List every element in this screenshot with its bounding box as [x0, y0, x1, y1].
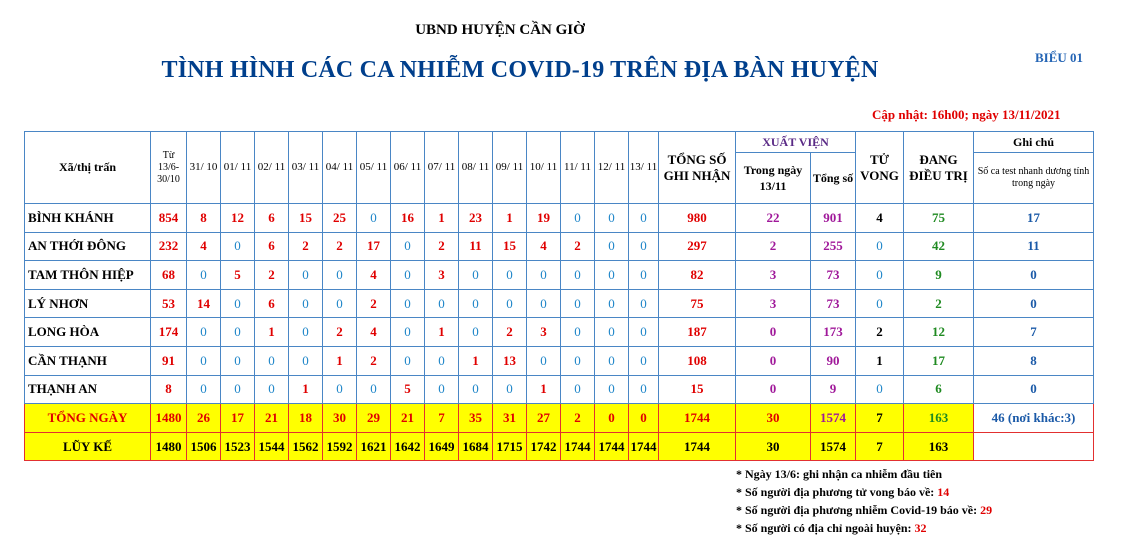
cumulative-day: 1621 [357, 433, 391, 461]
cases-day: 0 [493, 375, 527, 404]
cases-day: 12 [221, 204, 255, 233]
cases-day: 0 [595, 261, 629, 290]
covid-table [24, 131, 1094, 461]
area-name: LÝ NHƠN [25, 289, 151, 318]
total-day: 18 [289, 404, 323, 433]
update-timestamp: Cập nhật: 16h00; ngày 13/11/2021 [872, 107, 1061, 122]
cases-day: 2 [561, 232, 595, 261]
header-discharged: XUẤT VIỆN [736, 132, 856, 153]
discharged-total: 901 [811, 204, 856, 233]
cases-day: 0 [595, 346, 629, 375]
header-date: 03/ 11 [289, 132, 323, 204]
total-day: 21 [391, 404, 425, 433]
cumulative-day: 1744 [629, 433, 659, 461]
footnote: * Số người có địa chỉ ngoài huyện: 32 [736, 521, 927, 535]
cases-day: 1 [459, 346, 493, 375]
total-day: 21 [255, 404, 289, 433]
discharged-total: 173 [811, 318, 856, 347]
discharged-today: 0 [736, 346, 811, 375]
cases-total: 187 [659, 318, 736, 347]
cases-day: 2 [357, 289, 391, 318]
rapid-test-positive: 11 [974, 232, 1094, 261]
cases-day: 0 [187, 261, 221, 290]
header-date: 04/ 11 [323, 132, 357, 204]
deaths: 0 [856, 289, 904, 318]
discharged-today: 2 [736, 232, 811, 261]
cases-first-period: 68 [151, 261, 187, 290]
cases-day: 0 [459, 318, 493, 347]
cases-day: 0 [527, 346, 561, 375]
deaths: 4 [856, 204, 904, 233]
footnotes [736, 465, 992, 537]
header-date: 13/ 11 [629, 132, 659, 204]
total-day: 7 [425, 404, 459, 433]
cumulative-day: 1649 [425, 433, 459, 461]
footnote: * Ngày 13/6: ghi nhận ca nhiễm đầu tiên [736, 467, 943, 481]
cases-day: 5 [391, 375, 425, 404]
total-first-period: 1480 [151, 404, 187, 433]
treating: 12 [904, 318, 974, 347]
cases-day: 15 [289, 204, 323, 233]
cases-day: 0 [527, 261, 561, 290]
cases-day: 0 [595, 232, 629, 261]
cases-day: 0 [459, 375, 493, 404]
table-row [25, 289, 1094, 318]
cases-day: 0 [561, 346, 595, 375]
treating: 75 [904, 204, 974, 233]
header-note-sub: Số ca test nhanh dương tính trong ngày [974, 153, 1094, 204]
cases-day: 0 [493, 261, 527, 290]
cumulative-day: 1592 [323, 433, 357, 461]
total-discharged-today: 30 [736, 404, 811, 433]
cases-day: 3 [527, 318, 561, 347]
header-date: 12/ 11 [595, 132, 629, 204]
deaths: 0 [856, 232, 904, 261]
cases-first-period: 174 [151, 318, 187, 347]
discharged-today: 3 [736, 261, 811, 290]
header-treating: ĐANG ĐIỀU TRỊ [904, 132, 974, 204]
treating: 2 [904, 289, 974, 318]
cases-day: 1 [255, 318, 289, 347]
cases-day: 4 [527, 232, 561, 261]
cumulative-day: 1715 [493, 433, 527, 461]
cases-day: 2 [493, 318, 527, 347]
cases-day: 0 [289, 261, 323, 290]
cases-day: 0 [595, 318, 629, 347]
table-row [25, 261, 1094, 290]
treating: 9 [904, 261, 974, 290]
cases-day: 0 [493, 289, 527, 318]
header-discharged-today: Trong ngày 13/11 [736, 153, 811, 204]
cumulative-day: 1562 [289, 433, 323, 461]
area-name: THẠNH AN [25, 375, 151, 404]
cases-day: 1 [289, 375, 323, 404]
cases-day: 8 [187, 204, 221, 233]
total-day: 26 [187, 404, 221, 433]
cumulative-day: 1744 [561, 433, 595, 461]
cumulative-label: LŨY KẾ [25, 433, 151, 461]
discharged-total: 73 [811, 289, 856, 318]
cases-total: 82 [659, 261, 736, 290]
header-date: 11/ 11 [561, 132, 595, 204]
cases-day: 2 [323, 318, 357, 347]
table-row [25, 204, 1094, 233]
cumulative-day: 1642 [391, 433, 425, 461]
cases-total: 15 [659, 375, 736, 404]
cases-day: 0 [595, 204, 629, 233]
total-deaths: 7 [856, 404, 904, 433]
header-date: 01/ 11 [221, 132, 255, 204]
total-day: 0 [595, 404, 629, 433]
cases-day: 0 [221, 232, 255, 261]
cases-day: 0 [629, 289, 659, 318]
discharged-total: 9 [811, 375, 856, 404]
cases-day: 0 [595, 289, 629, 318]
cases-day: 0 [629, 375, 659, 404]
area-name: LONG HÒA [25, 318, 151, 347]
cases-day: 0 [629, 261, 659, 290]
cases-day: 1 [323, 346, 357, 375]
cumulative-row [25, 433, 1094, 461]
deaths: 0 [856, 261, 904, 290]
deaths: 2 [856, 318, 904, 347]
org-name: UBND HUYỆN CẦN GIỜ [415, 22, 585, 38]
report-title: TÌNH HÌNH CÁC CA NHIỄM COVID-19 TRÊN ĐỊA BÀN HUYỆN [161, 57, 879, 83]
cumulative-day: 1506 [187, 433, 221, 461]
cases-day: 1 [425, 318, 459, 347]
cases-day: 0 [391, 289, 425, 318]
cases-total: 75 [659, 289, 736, 318]
total-cases: 1744 [659, 404, 736, 433]
footnote: * Số người địa phương nhiễm Covid-19 báo về: 29 [736, 503, 993, 517]
cumulative-day: 1684 [459, 433, 493, 461]
cases-day: 0 [595, 375, 629, 404]
area-name: AN THỚI ĐÔNG [25, 232, 151, 261]
cumulative-note [974, 433, 1094, 461]
deaths: 1 [856, 346, 904, 375]
total-day: 35 [459, 404, 493, 433]
rapid-test-positive: 0 [974, 289, 1094, 318]
cumulative-day: 1742 [527, 433, 561, 461]
cases-day: 0 [357, 375, 391, 404]
cumulative-treating: 163 [904, 433, 974, 461]
cases-day: 19 [527, 204, 561, 233]
cases-day: 23 [459, 204, 493, 233]
cases-day: 2 [289, 232, 323, 261]
cases-day: 0 [425, 346, 459, 375]
cases-day: 0 [561, 375, 595, 404]
cases-day: 4 [357, 318, 391, 347]
cases-day: 6 [255, 232, 289, 261]
cases-day: 0 [187, 346, 221, 375]
cases-day: 1 [527, 375, 561, 404]
discharged-total: 255 [811, 232, 856, 261]
rapid-test-positive: 0 [974, 375, 1094, 404]
cases-day: 2 [357, 346, 391, 375]
discharged-today: 0 [736, 318, 811, 347]
cases-first-period: 91 [151, 346, 187, 375]
table-row [25, 318, 1094, 347]
cumulative-discharged-today: 30 [736, 433, 811, 461]
cases-day: 4 [187, 232, 221, 261]
cases-day: 0 [221, 318, 255, 347]
cases-day: 0 [323, 289, 357, 318]
cases-day: 0 [289, 318, 323, 347]
cases-day: 0 [221, 289, 255, 318]
cumulative-deaths: 7 [856, 433, 904, 461]
cases-day: 16 [391, 204, 425, 233]
total-row [25, 404, 1094, 433]
header-first-period: Từ 13/6- 30/10 [151, 132, 187, 204]
cumulative-total: 1744 [659, 433, 736, 461]
cases-total: 980 [659, 204, 736, 233]
cases-day: 1 [425, 204, 459, 233]
rapid-test-positive: 0 [974, 261, 1094, 290]
cases-day: 0 [561, 204, 595, 233]
cases-day: 0 [629, 232, 659, 261]
cases-day: 0 [629, 204, 659, 233]
header-date: 05/ 11 [357, 132, 391, 204]
treating: 42 [904, 232, 974, 261]
header-total: TỔNG SỐ GHI NHẬN [659, 132, 736, 204]
cases-total: 297 [659, 232, 736, 261]
cases-day: 0 [629, 318, 659, 347]
total-discharged-total: 1574 [811, 404, 856, 433]
area-name: BÌNH KHÁNH [25, 204, 151, 233]
total-day: 0 [629, 404, 659, 433]
cases-day: 4 [357, 261, 391, 290]
deaths: 0 [856, 375, 904, 404]
cases-first-period: 8 [151, 375, 187, 404]
cases-day: 0 [221, 375, 255, 404]
cases-day: 0 [323, 261, 357, 290]
cases-day: 0 [391, 318, 425, 347]
cases-day: 6 [255, 204, 289, 233]
discharged-today: 22 [736, 204, 811, 233]
cases-day: 5 [221, 261, 255, 290]
header-date: 06/ 11 [391, 132, 425, 204]
cases-day: 0 [527, 289, 561, 318]
cases-day: 0 [459, 289, 493, 318]
cases-day: 11 [459, 232, 493, 261]
cases-day: 2 [255, 261, 289, 290]
header-note: Ghi chú [974, 132, 1094, 153]
cases-day: 0 [187, 375, 221, 404]
rapid-test-positive: 7 [974, 318, 1094, 347]
discharged-total: 90 [811, 346, 856, 375]
discharged-today: 3 [736, 289, 811, 318]
cases-day: 0 [357, 204, 391, 233]
discharged-total: 73 [811, 261, 856, 290]
cases-day: 0 [391, 232, 425, 261]
cumulative-day: 1544 [255, 433, 289, 461]
total-day: 31 [493, 404, 527, 433]
cases-day: 6 [255, 289, 289, 318]
cases-day: 0 [425, 375, 459, 404]
cumulative-day: 1744 [595, 433, 629, 461]
cases-day: 0 [289, 289, 323, 318]
cases-day: 0 [459, 261, 493, 290]
cases-day: 0 [289, 346, 323, 375]
footnote: * Số người địa phương tử vong báo về: 14 [736, 485, 950, 499]
total-day: 29 [357, 404, 391, 433]
cases-day: 0 [255, 375, 289, 404]
cumulative-first-period: 1480 [151, 433, 187, 461]
cases-day: 0 [323, 375, 357, 404]
cases-day: 2 [425, 232, 459, 261]
cases-day: 0 [391, 261, 425, 290]
cases-day: 0 [561, 289, 595, 318]
total-treating: 163 [904, 404, 974, 433]
table-row [25, 346, 1094, 375]
rapid-test-positive: 8 [974, 346, 1094, 375]
cases-first-period: 854 [151, 204, 187, 233]
cases-day: 0 [255, 346, 289, 375]
cases-day: 3 [425, 261, 459, 290]
form-label: BIỂU 01 [1035, 50, 1084, 65]
cases-first-period: 232 [151, 232, 187, 261]
total-day: 30 [323, 404, 357, 433]
cases-day: 13 [493, 346, 527, 375]
total-day: 27 [527, 404, 561, 433]
header-date: 10/ 11 [527, 132, 561, 204]
cases-day: 0 [425, 289, 459, 318]
cases-total: 108 [659, 346, 736, 375]
header-date: 09/ 11 [493, 132, 527, 204]
cases-day: 25 [323, 204, 357, 233]
area-name: TAM THÔN HIỆP [25, 261, 151, 290]
cases-day: 1 [493, 204, 527, 233]
cumulative-day: 1523 [221, 433, 255, 461]
cumulative-discharged-total: 1574 [811, 433, 856, 461]
header-date: 08/ 11 [459, 132, 493, 204]
area-name: CẦN THẠNH [25, 346, 151, 375]
cases-day: 0 [391, 346, 425, 375]
total-note: 46 (nơi khác:3) [974, 404, 1094, 433]
cases-first-period: 53 [151, 289, 187, 318]
total-day: 2 [561, 404, 595, 433]
total-label: TỔNG NGÀY [25, 404, 151, 433]
header-date: 02/ 11 [255, 132, 289, 204]
header-discharged-total: Tổng số [811, 153, 856, 204]
header-date: 31/ 10 [187, 132, 221, 204]
cases-day: 0 [187, 318, 221, 347]
cases-day: 0 [561, 261, 595, 290]
rapid-test-positive: 17 [974, 204, 1094, 233]
cases-day: 15 [493, 232, 527, 261]
treating: 6 [904, 375, 974, 404]
table-row [25, 232, 1094, 261]
header-deaths: TỬ VONG [856, 132, 904, 204]
header-area: Xã/thị trấn [25, 132, 151, 204]
cases-day: 17 [357, 232, 391, 261]
header-date: 07/ 11 [425, 132, 459, 204]
total-day: 17 [221, 404, 255, 433]
cases-day: 14 [187, 289, 221, 318]
cases-day: 2 [323, 232, 357, 261]
table-row [25, 375, 1094, 404]
discharged-today: 0 [736, 375, 811, 404]
cases-day: 0 [561, 318, 595, 347]
cases-day: 0 [629, 346, 659, 375]
cases-day: 0 [221, 346, 255, 375]
treating: 17 [904, 346, 974, 375]
